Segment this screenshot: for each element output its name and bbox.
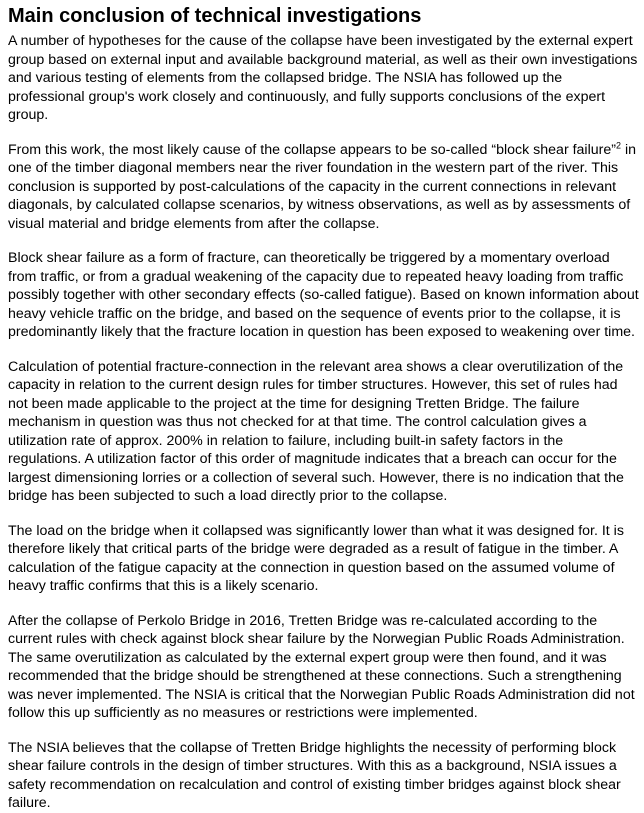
paragraph-4: Calculation of potential fracture-connection in the relevant area shows a clear overutilization of the capacity in relation to the current design rules for timber structures. However, this set of rules had not been made applicable to the project at the time for designing Tretten Bridge. The failure mechanism in question was thus not checked for at that time. The control calculation gives a utilization rate of approx. 200% in relation to failure, including built-in safety factors in the regulations. A utilization factor of this order of magnitude indicates that a breach can occur for the largest dimensioning lorries or a collection of several such. However, there is no indication that the bridge has been subjected to such a load directly prior to the collapse. xyxy=(8,358,624,504)
paragraph-2-text-before-footnote: From this work, the most likely cause of the collapse appears to be so-called “block shear failure” xyxy=(8,141,616,158)
paragraph-2-text-after-footnote: in one of the timber diagonal members near the river foundation in the western part of the river. This conclusion is supported by post-calculations of the capacity in the current connections in relevant diagonals, by calculated collapse scenarios, by witness observations, as well as by assessments of visual material and bridge elements from after the collapse. xyxy=(8,141,636,232)
paragraph-3: Block shear failure as a form of fracture, can theoretically be triggered by a momentary overload from traffic, or from a gradual weakening of the capacity due to repeated heavy loading from traffic possibly together with other secondary effects (so-called fatigue). Based on known information about heavy vehicle traffic on the bridge, and based on the sequence of events prior to the collapse, it is predominantly likely that the fracture location in question has been exposed to weakening over time. xyxy=(8,250,639,340)
paragraph-2 xyxy=(8,141,639,234)
footnote-reference[interactable]: 2 xyxy=(615,139,621,150)
paragraph-6: After the collapse of Perkolo Bridge in 2016, Tretten Bridge was re-calculated according to the current rules with check against block shear failure by the Norwegian Public Roads Administration. The same overutilization as calculated by the external expert group were then found, and it was recommended that the bridge should be strengthened at these connections. Such a strengthening was never implemented. The NSIA is critical that the Norwegian Public Roads Administration did not follow this up sufficiently as no measures or restrictions were implemented. xyxy=(8,612,635,721)
section-heading: Main conclusion of technical investigations xyxy=(8,5,422,27)
paragraph-1: A number of hypotheses for the cause of the collapse have been investigated by the external expert group based on external input and available background material, as well as their own investigations and various testing of elements from the collapsed bridge. The NSIA has followed up the professional group's work closely and continuously, and fully supports conclusions of the expert group. xyxy=(8,33,638,123)
paragraph-7: The NSIA believes that the collapse of Tretten Bridge highlights the necessity of performing block shear failure controls in the design of timber structures. With this as a background, NSIA issues a safety recommendation on recalculation and control of existing timber bridges against block shear failure. xyxy=(8,739,621,811)
paragraph-5: The load on the bridge when it collapsed was significantly lower than what it was designed for. It is therefore likely that critical parts of the bridge were degraded as a result of fatigue in the timber. A calculation of the fatigue capacity at the connection in question based on the assumed volume of heavy traffic confirms that this is a likely scenario. xyxy=(8,522,624,594)
